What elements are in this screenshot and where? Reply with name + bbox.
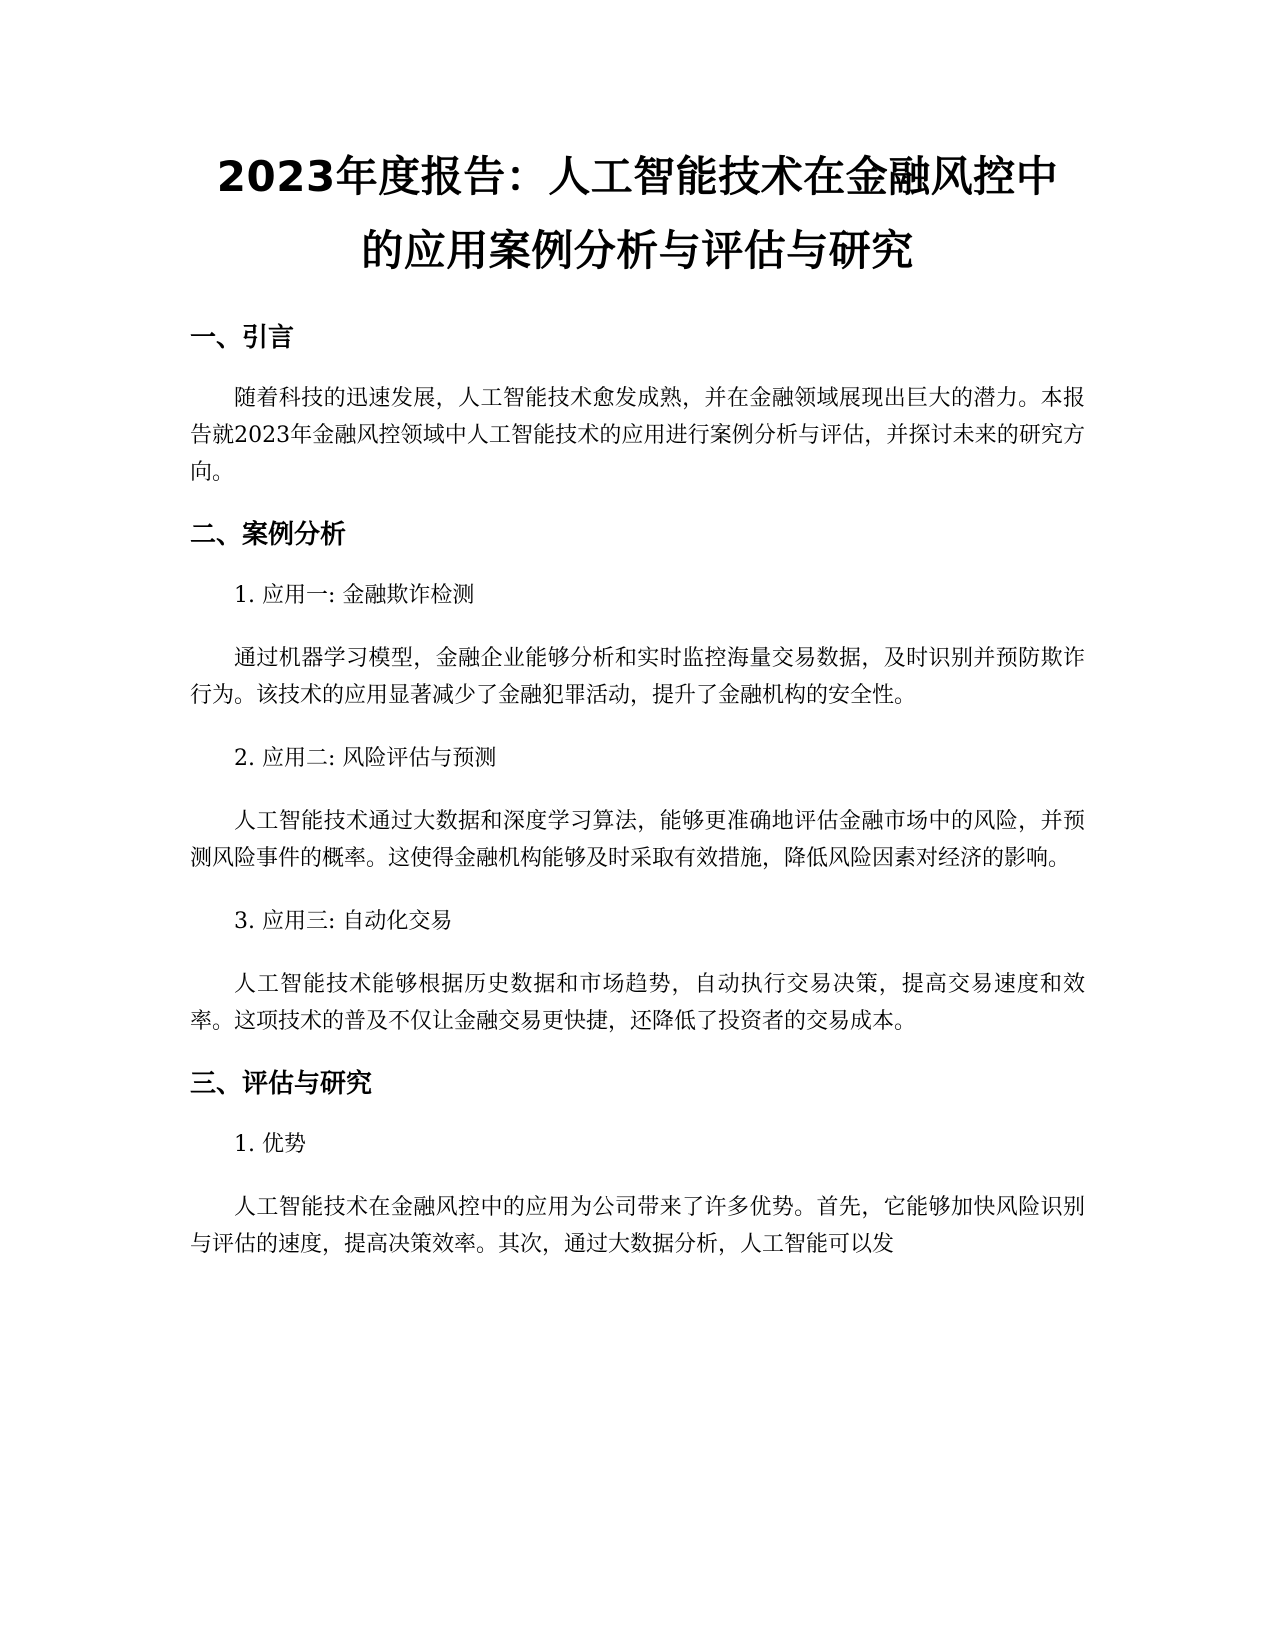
title-line-2: 的应用案例分析与评估与研究: [361, 226, 914, 275]
paragraph: 人工智能技术能够根据历史数据和市场趋势，自动执行交易决策，提高交易速度和效率。这项技术的普及不仅让金融交易更快捷，还降低了投资者的交易成本。: [190, 972, 1085, 1034]
section-case-analysis: [190, 517, 1085, 1040]
list-item-label: 2. 应用二: 风险评估与预测: [234, 746, 497, 771]
document-title: [190, 140, 1085, 288]
list-item-label: 3. 应用三: 自动化交易: [234, 909, 453, 934]
list-item-label: 1. 优势: [234, 1132, 306, 1157]
paragraph: 随着科技的迅速发展，人工智能技术愈发成熟，并在金融领域展现出巨大的潜力。本报告就2023年金融风控领域中人工智能技术的应用进行案例分析与评估，并探讨未来的研究方向。: [190, 386, 1085, 485]
section-introduction: [190, 320, 1085, 491]
paragraph: 人工智能技术通过大数据和深度学习算法，能够更准确地评估金融市场中的风险，并预测风险事件的概率。这使得金融机构能够及时采取有效措施，降低风险因素对经济的影响。: [190, 809, 1085, 871]
section-evaluation-research: [190, 1066, 1085, 1263]
paragraph: 通过机器学习模型，金融企业能够分析和实时监控海量交易数据，及时识别并预防欺诈行为。该技术的应用显著减少了金融犯罪活动，提升了金融机构的安全性。: [190, 646, 1085, 708]
section-heading: 一、引言: [190, 323, 295, 353]
section-heading: 二、案例分析: [190, 520, 347, 550]
title-line-1: 2023年度报告：人工智能技术在金融风控中: [216, 152, 1059, 201]
paragraph: 人工智能技术在金融风控中的应用为公司带来了许多优势。首先，它能够加快风险识别与评估的速度，提高决策效率。其次，通过大数据分析，人工智能可以发: [190, 1195, 1085, 1257]
list-item-label: 1. 应用一: 金融欺诈检测: [234, 583, 475, 608]
section-heading: 三、评估与研究: [190, 1069, 373, 1099]
